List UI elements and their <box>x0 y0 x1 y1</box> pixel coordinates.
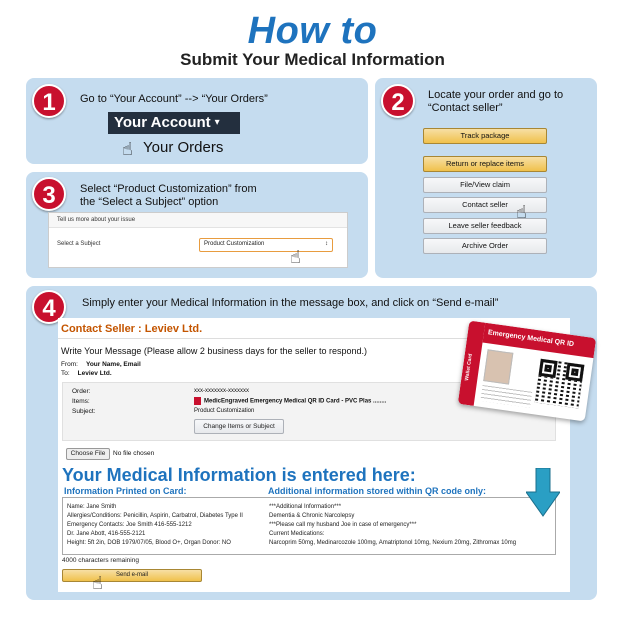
archive-order-button[interactable]: Archive Order <box>423 238 547 254</box>
order-label: Order: <box>72 388 91 395</box>
card-text-lines <box>480 385 532 408</box>
page-title: How to <box>247 10 378 52</box>
hand-cursor-icon: ☝ <box>516 202 527 222</box>
hand-cursor-icon: ☝ <box>290 247 301 267</box>
page-subtitle: Submit Your Medical Information <box>180 50 445 69</box>
track-package-button[interactable]: Track package <box>423 128 547 144</box>
items-value: MedicEngraved Emergency Medical QR ID Card - PVC Plas ........ <box>204 398 387 405</box>
items-label: Items: <box>72 398 90 405</box>
contact-seller-title: Contact Seller : Leviev Ltd. <box>61 323 203 335</box>
to-label: To: <box>61 370 70 377</box>
hand-cursor-icon: ☝ <box>122 139 133 159</box>
to-value: Leviev Ltd. <box>77 370 112 377</box>
step3-instruction-line1: Select “Product Customization” from <box>80 183 257 195</box>
message-right-line: Narcoprim 50mg, Medinarcozole 100mg, Amatriptonol 10mg, Nexium 20mg, Zithromax 10mg <box>269 540 517 546</box>
printed-on-card-heading: Information Printed on Card: <box>64 486 187 496</box>
issue-form <box>48 212 348 268</box>
characters-remaining: 4000 characters remaining <box>62 557 139 564</box>
message-right-line: ***Additional Information*** <box>269 504 342 510</box>
your-account-button[interactable] <box>108 112 240 134</box>
step1-badge: 1 <box>32 84 66 118</box>
contact-seller-button[interactable]: Contact seller <box>423 197 547 213</box>
step4-instruction: Simply enter your Medical Information in the message box, and click on “Send e-mail” <box>82 297 499 309</box>
step2-instruction-line1: Locate your order and go to <box>428 89 564 101</box>
subject-select-value: Product Customization <box>204 241 265 247</box>
order-value: xxx-xxxxxxx-xxxxxxx <box>194 388 249 394</box>
medical-info-headline: Your Medical Information is entered here: <box>62 465 416 485</box>
message-left-line: Height: 5ft 2in, DOB 1979/07/05, Blood O+, Organ Donor: NO <box>67 540 231 546</box>
medical-id-card <box>458 321 596 422</box>
choose-file-button[interactable]: Choose File <box>66 448 110 460</box>
step1-instruction: Go to “Your Account” --> “Your Orders” <box>80 93 268 105</box>
subject-value: Product Customization <box>194 408 255 414</box>
write-message-heading: Write Your Message (Please allow 2 business days for the seller to respond.) <box>61 346 367 356</box>
select-arrows-icon: ↕ <box>325 241 328 247</box>
message-left-line: Name: Jane Smith <box>67 504 117 510</box>
message-right-line: Dementia & Chronic Narcolepsy <box>269 513 355 519</box>
message-right-line: ***Please call my husband Joe in case of emergency*** <box>269 522 417 528</box>
card-side-label: Wallet Card <box>464 353 474 382</box>
message-right-line: Current Medications: <box>269 531 325 537</box>
step3-instruction-line2: the “Select a Subject” option <box>80 196 219 208</box>
send-email-button[interactable]: Send e-mail <box>62 569 202 582</box>
message-left-line: Dr. Jane Abott, 416-555-2121 <box>67 531 146 537</box>
subject-label: Select a Subject <box>57 241 101 247</box>
step4-badge: 4 <box>32 290 66 324</box>
file-view-claim-button[interactable]: File/View claim <box>423 177 547 193</box>
message-left-line: Allergies/Conditions: Penicillin, Aspirin, Carbatrol, Diabetes Type II <box>67 513 243 519</box>
items-value-row[interactable] <box>194 397 386 405</box>
issue-form-header: Tell us more about your issue <box>49 213 347 228</box>
step2-instruction-line2: “Contact seller” <box>428 102 503 114</box>
step3-badge: 3 <box>32 177 66 211</box>
leave-feedback-button[interactable]: Leave seller feedback <box>423 218 547 234</box>
return-replace-button[interactable]: Return or replace items <box>423 156 547 172</box>
message-textarea[interactable] <box>62 497 556 555</box>
hand-cursor-icon: ☝ <box>92 573 103 593</box>
from-row <box>61 361 141 368</box>
down-arrow-icon <box>526 468 560 518</box>
from-value: Your Name, Email <box>85 361 141 368</box>
card-title: Emergency Medical QR ID <box>483 323 597 358</box>
no-file-text: No file chosen <box>113 450 155 457</box>
qr-code-icon <box>535 359 585 409</box>
qr-code-heading: Additional information stored within QR code only: <box>268 486 486 496</box>
subject-label: Subject: <box>72 408 96 415</box>
from-label: From: <box>61 361 78 368</box>
card-photo <box>483 349 513 384</box>
message-left-line: Emergency Contacts: Joe Smith 416-555-1212 <box>67 522 192 528</box>
to-row <box>61 370 112 377</box>
your-account-label: Your Account <box>114 114 211 131</box>
product-thumbnail-icon <box>194 397 201 405</box>
caret-down-icon: ▾ <box>214 117 220 129</box>
subject-select[interactable] <box>199 238 333 252</box>
change-items-button[interactable]: Change Items or Subject <box>194 419 284 434</box>
step2-badge: 2 <box>381 84 415 118</box>
your-orders-link[interactable]: Your Orders <box>143 139 224 156</box>
